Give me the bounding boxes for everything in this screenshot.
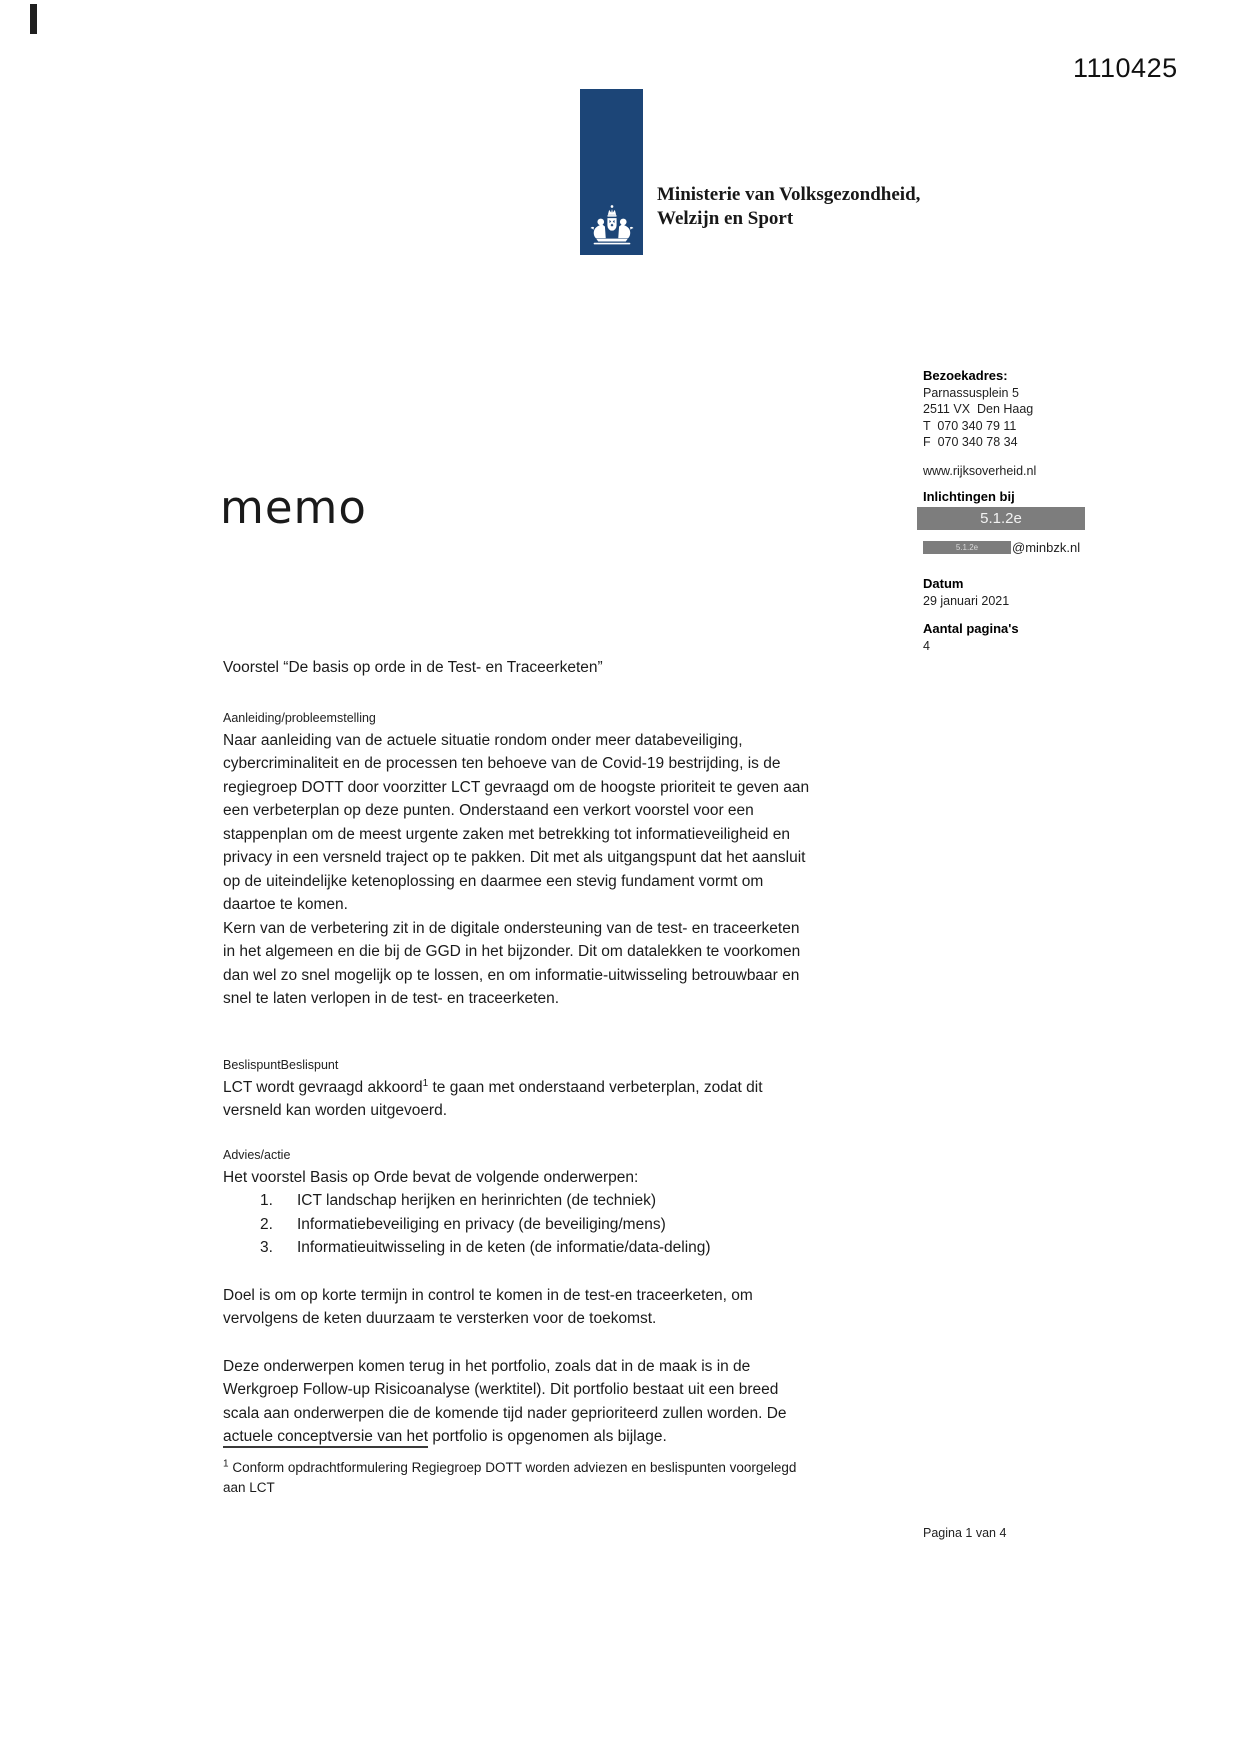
document-number: 1110425 xyxy=(1073,53,1178,83)
footnote-text xyxy=(223,1458,808,1498)
address-line: 2511 VX Den Haag xyxy=(923,402,1034,416)
phone-line: T 070 340 79 11 xyxy=(923,418,1017,433)
memo-body xyxy=(223,656,815,1449)
inquiries-label: Inlichtingen bij xyxy=(923,489,1015,504)
paragraph-aanleiding-2: Kern van de verbetering zit in de digitale ondersteuning van de test- en traceerketen in het algemeen en die bij de GGD in het bijzonder. Dit om datalekken te voorkomen dan wel zo snel mogelijk op te lossen, en om informatie-uitwisseling betrouwbaar en snel te laten verlopen in de test- en traceerketen. xyxy=(223,919,801,1007)
redaction-box-small: 5.1.2e xyxy=(923,541,1011,554)
list-item-number: 1. xyxy=(260,1192,273,1209)
topics-list xyxy=(223,1189,815,1260)
section-label-advies: Advies/actie xyxy=(223,1147,291,1162)
list-item-text: Informatiebeveiliging en privacy (de beveiliging/mens) xyxy=(297,1215,666,1233)
page-indicator: Pagina 1 van 4 xyxy=(923,1526,1007,1540)
memo-title: Voorstel “De basis op orde in de Test- en Traceerketen” xyxy=(223,659,603,676)
paragraph-doel: Doel is om op korte termijn in control te komen in de test-en traceerketen, om vervolgens de keten duurzaam te versterken voor de toekomst. xyxy=(223,1286,753,1327)
scan-artifact xyxy=(30,4,37,34)
list-item-text: Informatieuitwisseling in de keten (de informatie/data-deling) xyxy=(297,1239,711,1256)
date-value: 29 januari 2021 xyxy=(923,593,1010,608)
section-label-aanleiding: Aanleiding/probleemstelling xyxy=(223,710,376,725)
ministry-name-line2: Welzijn en Sport xyxy=(657,208,794,229)
page-count-label: Aantal pagina's xyxy=(923,621,1019,636)
list-item-text: ICT landschap herijken en herinrichten (de techniek) xyxy=(297,1192,656,1209)
list-item xyxy=(223,1213,815,1237)
address-line: Parnassusplein 5 xyxy=(923,385,1019,400)
contact-sidebar xyxy=(923,368,1098,654)
beslispunt-text-pre: LCT wordt gevraagd akkoord xyxy=(223,1078,423,1096)
paragraph-beslispunt xyxy=(223,1076,815,1123)
paragraph-portfolio: Deze onderwerpen komen terug in het portfolio, zoals dat in de maak is in de Werkgroep Follow-up Risicoanalyse (werktitel). Dit portfolio bestaat uit een breed scala aan onderwerpen die de komende tijd nader geprioriteerd zullen worden. De actuele conceptversie van het portfolio is opgenomen als bijlage. xyxy=(223,1357,787,1445)
list-item-number: 2. xyxy=(260,1215,273,1233)
fax-line: F 070 340 78 34 xyxy=(923,435,1018,449)
list-item xyxy=(223,1236,815,1260)
page-count-value: 4 xyxy=(923,638,930,653)
footnote-divider xyxy=(223,1446,428,1448)
footnote-marker: 1 xyxy=(422,1077,429,1089)
beslispunt-text-post: te gaan met onderstaand verbeterplan, zodat dit versneld kan worden uitgevoerd. xyxy=(223,1078,763,1119)
coat-of-arms-icon xyxy=(587,197,637,251)
email-line xyxy=(923,540,1098,557)
section-label-beslispunt: BeslispuntBeslispunt xyxy=(223,1057,339,1072)
website-url: www.rijksoverheid.nl xyxy=(923,463,1037,478)
rijksoverheid-logo-bar xyxy=(580,89,643,255)
list-item-number: 3. xyxy=(260,1239,273,1256)
memo-heading: memo xyxy=(220,481,367,534)
ministry-name-line1: Ministerie van Volksgezondheid, xyxy=(657,184,921,205)
redaction-box-large: 5.1.2e xyxy=(917,507,1085,530)
footnote-block xyxy=(223,1446,808,1498)
paragraph-advies-intro: Het voorstel Basis op Orde bevat de volgende onderwerpen: xyxy=(223,1168,639,1186)
footnote-body: Conform opdrachtformulering Regiegroep DOTT worden adviezen en beslispunten voorgelegd aan LCT xyxy=(223,1460,797,1495)
email-suffix: @minbzk.nl xyxy=(1012,539,1081,555)
visit-address-label: Bezoekadres: xyxy=(923,368,1008,383)
date-label: Datum xyxy=(923,576,964,591)
paragraph-aanleiding-1: Naar aanleiding van de actuele situatie rondom onder meer databeveiliging, cybercriminaliteit en de processen ten behoeve van de Covid-19 bestrijding, is de regiegroep DOTT door voorzitter LCT gevraagd om de hoogste prioriteit te geven aan een verbeterplan op deze punten. Onderstaand een verkort voorstel voor een stappenplan om de meest urgente zaken met betrekking tot informatieveiligheid en privacy in een versneld traject op te pakken. Dit met als uitgangspunt dat het aansluit op de uiteindelijke ketenoplossing en daarmee een stevig fundament vormt om daartoe te komen. xyxy=(223,731,810,913)
ministry-name xyxy=(657,183,920,231)
list-item xyxy=(223,1189,815,1213)
footnote-number: 1 xyxy=(223,1458,229,1470)
